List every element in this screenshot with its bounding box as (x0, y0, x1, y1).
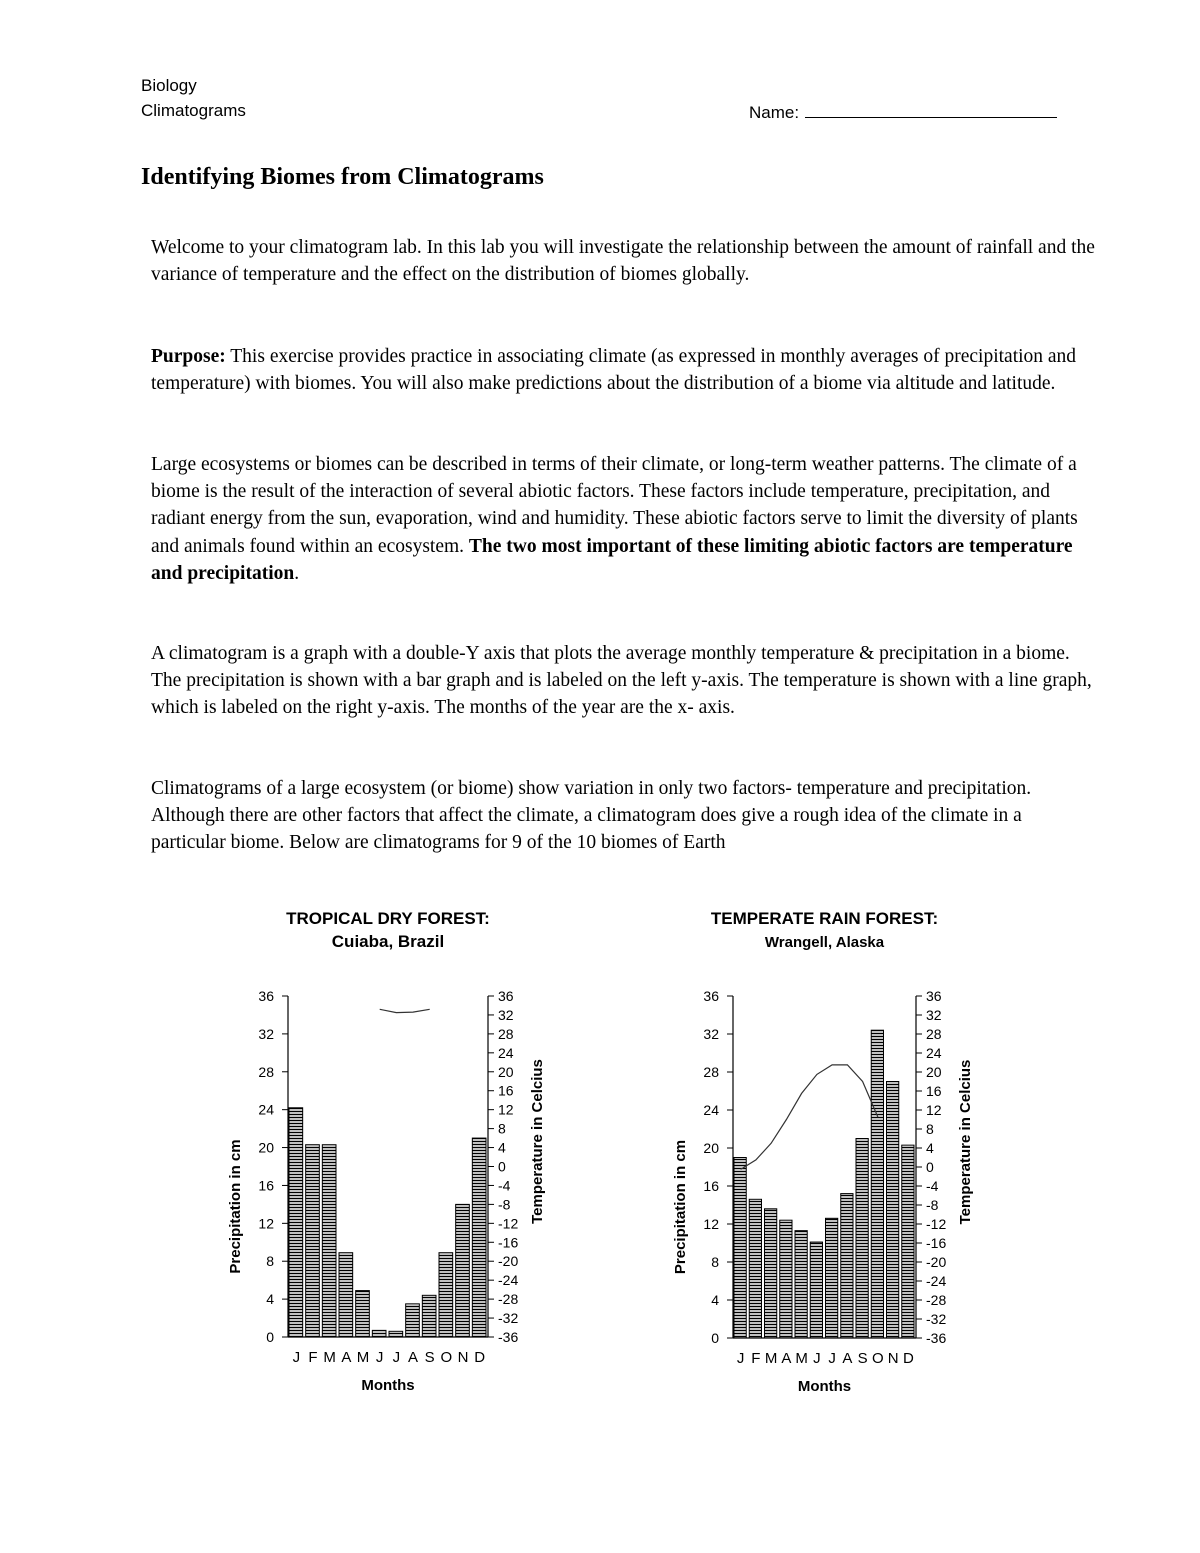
month-label: O (872, 1350, 884, 1367)
month-label: J (375, 1349, 384, 1366)
month-label: J (813, 1350, 821, 1367)
right-tick-label: -24 (926, 1273, 947, 1289)
month-label: M (795, 1350, 808, 1367)
precipitation-bar (810, 1242, 822, 1338)
biome-bold-text: The two most important of these limiting abiotic factors are temperature and precipitation (151, 535, 1073, 584)
left-tick-label: 36 (258, 988, 274, 1004)
right-tick-label: -8 (926, 1197, 939, 1213)
precipitation-bar (406, 1304, 420, 1337)
biome-paragraph (151, 451, 1096, 587)
precipitation-bar (887, 1082, 899, 1339)
right-tick-label: -32 (926, 1311, 947, 1327)
left-tick-label: 4 (711, 1292, 719, 1308)
left-tick-label: 32 (258, 1025, 274, 1042)
precipitation-bar (389, 1331, 403, 1337)
precipitation-bar (841, 1194, 853, 1338)
left-tick-label: 32 (703, 1026, 719, 1042)
right-tick-label: 8 (926, 1121, 934, 1137)
precipitation-bar (871, 1030, 883, 1338)
month-label: A (341, 1349, 352, 1366)
month-label: M (356, 1349, 370, 1366)
intro-paragraph: Welcome to your climatogram lab. In this lab you will investigate the relationship between the amount of rainfall and the variance of temperature and the effect on the distribution of biomes globally. (151, 237, 1095, 286)
left-tick-label: 12 (258, 1215, 274, 1232)
right-tick-label: -12 (926, 1216, 947, 1232)
header-topic: Climatograms (141, 101, 246, 120)
month-label: M (323, 1349, 336, 1366)
left-tick-label: 24 (703, 1102, 719, 1118)
purpose-paragraph (151, 343, 1096, 397)
right-tick-label: 20 (926, 1064, 942, 1080)
month-label: F (751, 1350, 761, 1367)
precipitation-bar (856, 1139, 868, 1339)
purpose-label: Purpose: (151, 346, 226, 367)
right-tick-label: 0 (498, 1158, 506, 1175)
precipitation-bar (289, 1108, 303, 1337)
chart-subtitle: Cuiaba, Brazil (331, 932, 445, 951)
left-tick-label: 8 (711, 1254, 719, 1270)
right-tick-label: -12 (498, 1215, 519, 1232)
chart-title: TROPICAL DRY FOREST: (286, 909, 490, 928)
right-tick-label: 4 (498, 1139, 506, 1156)
precipitation-bar (734, 1158, 746, 1339)
right-tick-label: 12 (498, 1101, 514, 1118)
right-tick-label: 12 (926, 1102, 942, 1118)
month-label: J (392, 1349, 401, 1366)
right-tick-label: -4 (498, 1177, 511, 1194)
right-tick-label: 36 (926, 988, 942, 1004)
biome-text: Large ecosystems or biomes can be described in terms of their climate, or long-term weather patterns. The climate of a biome is the result of the interaction of several abiotic factors. These factors include temperature, precipitation, and radiant energy from the sun, evaporation, wind and humidity. These abiotic factors serve to limit the diversity of plants and animals found within an ecosystem. (151, 454, 1078, 557)
month-label: J (736, 1350, 745, 1367)
precipitation-bar (439, 1253, 453, 1337)
month-label: N (887, 1350, 899, 1367)
left-axis-label: Precipitation in cm (672, 1139, 689, 1275)
right-tick-label: -36 (926, 1330, 947, 1346)
month-label: S (424, 1349, 435, 1366)
precipitation-bar (749, 1199, 761, 1338)
precipitation-bar (456, 1204, 470, 1337)
right-tick-label: -4 (926, 1178, 939, 1194)
name-blank-line (805, 101, 1057, 118)
right-tick-label: -32 (498, 1310, 519, 1327)
right-tick-label: 36 (498, 988, 514, 1004)
x-axis-label: Months (361, 1377, 415, 1394)
precipitation-bar (472, 1138, 486, 1337)
right-tick-label: 28 (926, 1026, 942, 1042)
right-tick-label: -8 (498, 1196, 511, 1213)
right-tick-label: -20 (498, 1253, 519, 1270)
precipitation-bar (356, 1291, 370, 1337)
month-label: F (308, 1349, 318, 1366)
left-tick-label: 16 (703, 1178, 719, 1194)
right-tick-label: 0 (926, 1159, 934, 1175)
left-tick-label: 4 (266, 1291, 274, 1308)
month-label: D (902, 1350, 914, 1367)
page-title: Identifying Biomes from Climatograms (141, 164, 544, 190)
right-tick-label: -28 (926, 1292, 947, 1308)
climatogram-overview-paragraph: Climatograms of a large ecosystem (or biome) show variation in only two factors- temperature and precipitation. Although there are other factors that affect the climate, a climatogram does give a rough idea of the climate in a particular biome. Below are climatograms for 9 of the 10 biomes of Earth (151, 778, 1032, 854)
purpose-text: This exercise provides practice in associating climate (as expressed in monthly averages of precipitation and temperature) with biomes. You will also make predictions about the distribution of a biome via altitude and latitude. (151, 346, 1077, 395)
left-tick-label: 20 (258, 1139, 274, 1156)
chart-title: TEMPERATE RAIN FOREST: (710, 909, 939, 928)
month-label: A (407, 1349, 419, 1366)
month-label: A (781, 1350, 792, 1367)
left-tick-label: 0 (266, 1329, 274, 1345)
right-tick-label: 16 (498, 1082, 514, 1099)
right-axis-label: Temperature in Celcius (957, 1059, 974, 1225)
right-tick-label: -20 (926, 1254, 947, 1270)
x-axis-label: Months (797, 1378, 852, 1395)
month-label: O (440, 1349, 453, 1366)
right-tick-label: 8 (498, 1120, 506, 1137)
right-axis-label: Temperature in Celcius (529, 1059, 546, 1224)
month-label: A (842, 1350, 853, 1367)
precipitation-bar (765, 1209, 777, 1338)
precipitation-bar (372, 1330, 386, 1337)
precipitation-bar (780, 1220, 792, 1338)
precipitation-bar (902, 1145, 914, 1338)
right-tick-label: -36 (498, 1329, 519, 1345)
month-label: M (764, 1350, 778, 1367)
left-tick-label: 20 (703, 1140, 719, 1156)
month-label: J (292, 1349, 301, 1366)
right-tick-label: 28 (498, 1025, 514, 1042)
right-tick-label: -28 (498, 1291, 519, 1308)
right-tick-label: 32 (498, 1006, 514, 1023)
chart-subtitle: Wrangell, Alaska (764, 934, 885, 951)
name-field (749, 101, 1057, 123)
right-tick-label: 32 (926, 1007, 942, 1023)
right-tick-label: -16 (926, 1235, 947, 1251)
name-label: Name: (749, 103, 800, 122)
left-axis-label: Precipitation in cm (227, 1139, 244, 1274)
left-tick-label: 28 (703, 1064, 719, 1080)
left-tick-label: 28 (258, 1063, 274, 1080)
left-tick-label: 36 (703, 988, 719, 1004)
right-tick-label: 4 (926, 1140, 934, 1156)
right-tick-label: 24 (498, 1044, 514, 1061)
precipitation-bar (322, 1145, 336, 1337)
month-label: J (828, 1350, 836, 1367)
month-label: D (474, 1349, 486, 1366)
header-subject: Biology (141, 76, 197, 95)
right-tick-label: 24 (926, 1045, 942, 1061)
climatogram-chart-temperate-rain-forest (650, 900, 1030, 1400)
precipitation-bar (826, 1218, 838, 1338)
precipitation-bar (422, 1295, 436, 1337)
precipitation-bar (339, 1253, 353, 1337)
climatogram-definition-paragraph: A climatogram is a graph with a double-Y axis that plots the average monthly temperature & precipitation in a biome. The precipitation is shown with a bar graph and is labeled on the left y-axis. The temperature is shown with a line graph, which is labeled on the right y-axis. The months of the year are the x- axis. (151, 643, 1092, 719)
left-tick-label: 0 (711, 1330, 719, 1346)
month-label: S (857, 1350, 868, 1367)
left-tick-label: 8 (266, 1253, 274, 1270)
temperature-line (380, 1009, 430, 1012)
right-tick-label: 20 (498, 1063, 514, 1080)
precipitation-bar (795, 1231, 807, 1338)
climatogram-chart-tropical-dry-forest (200, 900, 580, 1400)
month-label: N (457, 1349, 469, 1366)
left-tick-label: 12 (703, 1216, 719, 1232)
left-tick-label: 24 (258, 1101, 274, 1118)
biome-text-end: . (294, 562, 300, 584)
right-tick-label: -16 (498, 1234, 519, 1251)
precipitation-bar (306, 1145, 320, 1337)
right-tick-label: -24 (498, 1272, 519, 1289)
right-tick-label: 16 (926, 1083, 942, 1099)
left-tick-label: 16 (258, 1177, 274, 1194)
